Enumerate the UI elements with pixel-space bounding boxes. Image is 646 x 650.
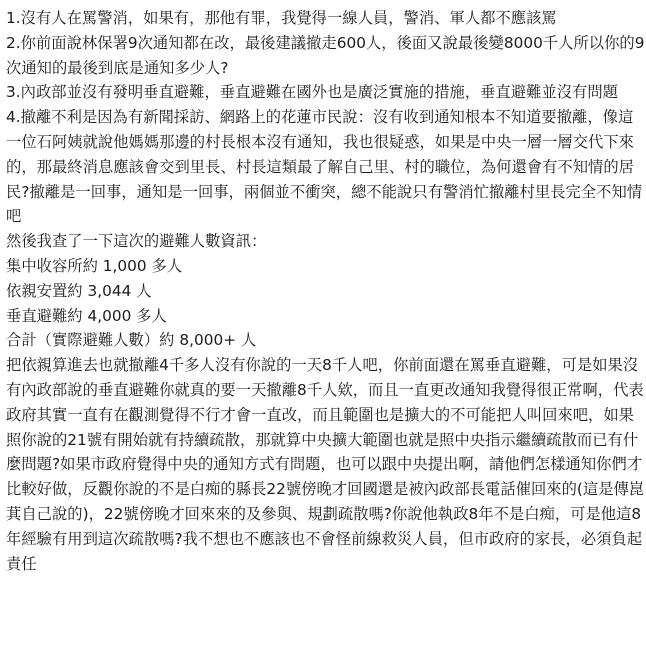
total-count-line: 合計（實際避難人數）約 8,000+ 人 <box>6 331 257 350</box>
paragraph-point-2: 2.你前面說林保署9次通知都在改，最後建議撤走600人，後面又說最後變8000千人所以你的9次通知的最後到底是通知多少人? <box>6 33 645 77</box>
evacuation-data-intro: 然後我查了一下這次的避難人數資訊： <box>6 232 267 251</box>
relatives-count-line: 依親安置約 3,044 人 <box>6 281 152 300</box>
paragraph-point-1: 1.沒有人在罵警消，如果有，那他有罪，我覺得一線人員，警消、軍人都不應該罵 <box>6 9 557 27</box>
comment-body <box>6 6 646 576</box>
paragraph-point-3: 3.內政部並沒有發明垂直避難，垂直避難在國外也是廣泛實施的措施，垂直避難並沒有問題 <box>6 83 618 102</box>
conclusion-paragraph: 把依親算進去也就撤離4千多人沒有你說的一天8千人吧，你前面還在罵垂直避難，可是如果沒有內政部說的垂直避難你就真的要一天撤離8千人欸，而且一直更改通知我覺得很正常啊，代表政府其實一直有在觀測覺得不行才會一直改，而且範圍也是擴大的不可能把人叫回來吧，如果照你說的21號有開始就有持續疏散，那就算中央擴大範圍也就是照中央指示繼續疏散而已有什麼問題?如果市政府覺得中央的通知方式有問題，也可以跟中央提出啊，請他們怎樣通知你們才比較好做，反觀你說的不是白痴的縣長22號傍晚才回國還是被內政部長電話催回來的(這是傳崑萁自己說的)，22號傍晚才回來來的及參與、規劃疏散嗎?你說他執政8年不是白痴，可是他這8年經驗有用到這次疏散嗎?我不想也不應該也不會怪前線救災人員，但市政府的家長，必須負起責任 <box>6 356 645 573</box>
vertical-evacuation-count-line: 垂直避難約 4,000 多人 <box>6 306 167 325</box>
paragraph-point-4: 4.撤離不利是因為有新聞採訪、網路上的花蓮市民說：沒有收到通知根本不知道要撤離，像這一位石阿姨就說他媽媽那邊的村長根本沒有通知，我也很疑惑，如果是中央一層一層交代下來的，那最終消息應該會交到里長、村長這類最了解自己里、村的職位，為何還會有不知情的居民?撤離是一回事，通知是一回事，兩個並不衝突，總不能說只有警消忙撤離村里長完全不知情吧 <box>6 108 643 226</box>
shelter-count-line: 集中收容所約 1,000 多人 <box>6 256 183 275</box>
